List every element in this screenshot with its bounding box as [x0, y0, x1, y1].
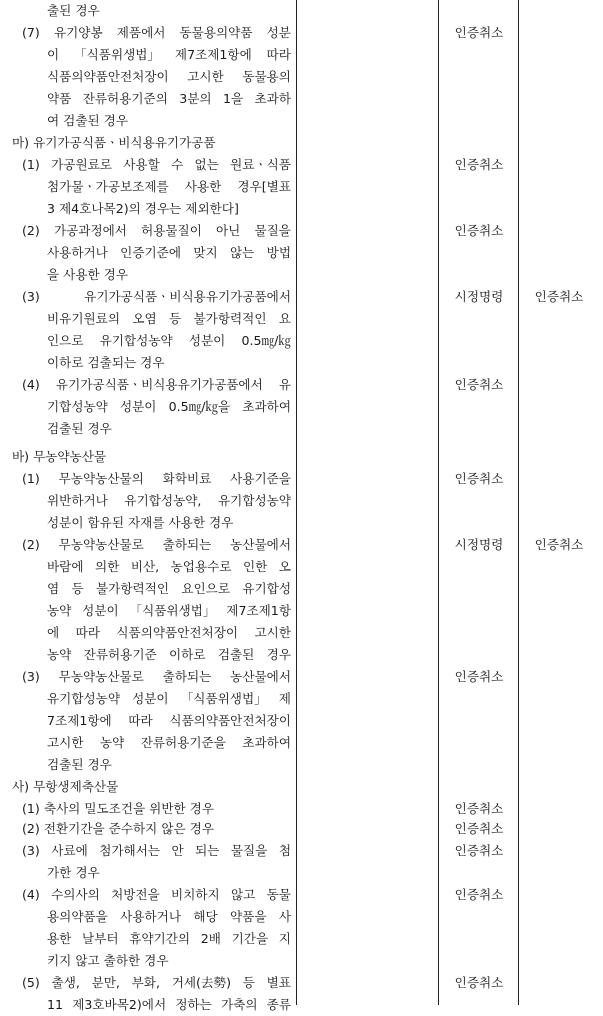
row-text-word: 이하로 [169, 647, 206, 662]
criteria-item-first-line: (2) 전환기간을 준수하지 않은 경우 [22, 821, 215, 836]
row-text-word: 유기가공식품ㆍ비식용유기가공품에서 [84, 289, 291, 304]
row-text-word: 1을 [222, 91, 244, 106]
criteria-item-line [47, 88, 291, 110]
criteria-item-first-line [22, 534, 291, 556]
row-text-word: 사용하거나 [120, 909, 181, 924]
row-text-word: 무농약농산물로 [58, 537, 144, 552]
row-text-word: 농약 [47, 647, 72, 662]
criteria-item-line: 3 제4호나목2)의 경우는 제외한다] [47, 201, 239, 216]
row-text-word: 따라 [266, 47, 291, 62]
row-text-word: 2배 [200, 931, 221, 946]
row-text-word: 농산물에서 [230, 669, 291, 684]
criteria-item-line [47, 490, 291, 512]
criteria-item-line: 성분이 함유된 자재를 사용한 경우 [47, 515, 234, 530]
row-text-word: 0.5㎎/㎏을 [168, 399, 231, 414]
row-text-word: 성분이 [119, 399, 157, 414]
row-text-word: 바람에 [47, 559, 84, 574]
row-text-word: 11 [47, 997, 64, 1012]
row-text-word: 7조제1항에 [47, 713, 112, 728]
row-text-word: 물질을 [230, 843, 268, 858]
row-text-word: 유기가공식품ㆍ비식용유기가공품에서 [55, 377, 263, 392]
criteria-item-line: 키지 않고 출하한 경우 [47, 953, 169, 968]
row-text-word: 원료ㆍ식품 [230, 157, 291, 172]
criteria-item-first-line [22, 884, 291, 906]
row-text-word: 사료에 [51, 843, 88, 858]
row-text-word: 등 [242, 975, 255, 990]
row-text-word: 유기합성농약 [217, 493, 291, 508]
row-text-word: 맞지 [193, 245, 218, 260]
row-text-word: 가축의 [220, 997, 258, 1012]
first-violation-action: 인증취소 [454, 157, 504, 172]
row-text-word: 오 [278, 559, 291, 574]
row-text-word: 비치하지 [171, 887, 220, 902]
criteria-item-line [47, 66, 291, 88]
row-text-word: 기합성농약 [47, 399, 108, 414]
row-text-word: 「식품위생법」 [180, 691, 267, 706]
row-text-word: 따라 [75, 625, 100, 640]
first-violation-action: 인증취소 [454, 25, 504, 40]
row-text-word: 첨가물ㆍ가공보조제를 [47, 179, 169, 194]
row-text-word: 아닌 [216, 223, 241, 238]
criteria-item-line [47, 928, 291, 950]
row-text-word: 비유기원료의 [47, 311, 120, 326]
row-text-word: 불가항력적인 [193, 311, 267, 326]
row-text-word: 유기양봉 [53, 25, 103, 40]
criteria-item-first-line [22, 468, 291, 490]
row-text-word: 동물 [266, 887, 291, 902]
row-text-word: 유기합성 [242, 581, 291, 596]
row-text-word: 용한 [47, 931, 72, 946]
row-text-word: 경우 [266, 647, 291, 662]
row-text-word: 의한 [94, 559, 120, 574]
section-heading: 마) 유기가공식품ㆍ비식용유기가공품 [12, 135, 216, 150]
row-text-word: 제7조제1항 [226, 603, 291, 618]
row-text-word: 약품 [47, 91, 72, 106]
criteria-item-first-line: (1) 축사의 밀도조건을 위반한 경우 [22, 801, 215, 816]
second-violation-action: 인증취소 [534, 289, 584, 304]
first-violation-action: 인증취소 [454, 223, 504, 238]
row-text-word: 오염 [132, 311, 157, 326]
row-text-word: 농업용수로 [170, 559, 232, 574]
row-text-word: 요 [278, 311, 291, 326]
criteria-item-line: 여 검출된 경우 [47, 113, 128, 128]
section-heading: 바) 무농약농산물 [12, 449, 107, 464]
criteria-item-first-line [22, 374, 291, 396]
row-text-word: 염 [47, 581, 60, 596]
row-text-word: 식품의약품안전처장이 [47, 69, 169, 84]
row-text-word: 등 [71, 581, 84, 596]
first-violation-action: 시정명령 [454, 289, 504, 304]
row-text-word: 요인으로 [181, 581, 230, 596]
row-text-word: 기간을 [231, 931, 269, 946]
criteria-item-first-line [22, 286, 291, 308]
criteria-item-line [47, 556, 291, 578]
first-violation-action: 인증취소 [454, 843, 504, 858]
first-violation-action: 인증취소 [454, 669, 504, 684]
row-text-word: 첨가해서는 [99, 843, 161, 858]
row-text-word: 유 [278, 377, 291, 392]
row-text-word: (4) [22, 887, 40, 902]
row-text-word: 가공원료로 [51, 157, 112, 172]
criteria-item-line [47, 710, 291, 732]
row-text-word: 식품의약품안전처장이 [116, 625, 239, 640]
criteria-item-line [47, 732, 291, 754]
row-text-word: 허용물질이 [141, 223, 202, 238]
criteria-item-line: 가한 경우 [47, 865, 100, 880]
row-text-word: 초과하여 [242, 735, 291, 750]
row-text-word: 방법 [266, 245, 291, 260]
first-violation-action: 인증취소 [454, 821, 504, 836]
row-text-word: 에 [47, 625, 60, 640]
row-text-word: (1) [22, 471, 40, 486]
criteria-item-line [47, 906, 291, 928]
row-text-word: 잔류허용기준 [83, 647, 157, 662]
criteria-item-line [47, 644, 291, 666]
criteria-item-line [47, 994, 291, 1016]
row-text-word: 위반하거나 [47, 493, 108, 508]
first-violation-action: 인증취소 [454, 887, 504, 902]
row-text-word: 거세(去勢) [171, 975, 232, 990]
criteria-item-line [47, 242, 291, 264]
row-text-word: 경우[별표 [237, 179, 291, 194]
second-violation-action: 인증취소 [534, 537, 584, 552]
criteria-item-line [47, 578, 291, 600]
row-text-word: 성분이 [132, 691, 169, 706]
row-text-word: (7) [22, 25, 40, 40]
row-text-word: 농약 [99, 735, 125, 750]
row-text-word: 잔류허용기준을 [140, 735, 226, 750]
row-text-word: 검출된 [217, 647, 255, 662]
row-text-word: (4) [22, 377, 40, 392]
row-text-word: 「식품위생법」 [129, 603, 216, 618]
first-violation-action: 인증취소 [454, 801, 504, 816]
criteria-item-line: 이하로 검출되는 경우 [47, 355, 165, 370]
criteria-item-first-line [22, 840, 291, 862]
row-text-word: 정하는 [175, 997, 212, 1012]
first-violation-action: 인증취소 [454, 377, 504, 392]
first-violation-action: 인증취소 [454, 471, 504, 486]
row-text-word: 수 [171, 157, 184, 172]
criteria-item-line [47, 622, 291, 644]
row-text-word: 비산, [130, 559, 160, 574]
row-text-word: (3) [22, 669, 40, 684]
criteria-item-first-line [22, 666, 291, 688]
row-text-word: 성분이 [82, 603, 119, 618]
row-text-word: 인으로 [47, 333, 84, 348]
row-text-word: 등 [169, 311, 182, 326]
row-text-word: 농산물에서 [230, 537, 291, 552]
row-text-word: 유기합성농약, [124, 493, 202, 508]
row-text-word: 가공과정에서 [53, 223, 127, 238]
row-text-word: 성분이 [188, 333, 226, 348]
row-text-word: 출하되는 [162, 537, 212, 552]
row-text-word: 제품에서 [116, 25, 166, 40]
row-text-word: 사 [278, 909, 291, 924]
row-text-word: 제 [278, 691, 291, 706]
row-text-word: 「식품위생법」 [74, 47, 161, 62]
row-text-word: 해당 [193, 909, 218, 924]
row-text-word: 종류 [266, 997, 291, 1012]
row-text-word: 물질을 [254, 223, 291, 238]
row-text-word: 제7조제1항에 [174, 47, 252, 62]
row-text-word: 유기합성농약 [99, 333, 173, 348]
row-text-word: (2) [22, 223, 40, 238]
row-text-word: 별표 [266, 975, 291, 990]
row-text-word: 불가항력적인 [96, 581, 169, 596]
row-text-word: 따라 [128, 713, 153, 728]
row-text-word: (1) [22, 157, 40, 172]
criteria-item-line [47, 396, 291, 418]
row-text-word: (3) [22, 843, 40, 858]
criteria-item-line [47, 688, 291, 710]
row-text-word: (3) [22, 289, 40, 304]
row-text-word: 무농약농산물로 [58, 669, 144, 684]
row-text-word: 되는 [195, 843, 220, 858]
row-text-word: (2) [22, 537, 40, 552]
criteria-item-line [47, 176, 291, 198]
row-text-word: 지 [278, 931, 291, 946]
row-text-word: 사용한 [184, 179, 222, 194]
row-text-word: 식품의약품안전처장이 [169, 713, 291, 728]
row-text-word: 고시한 [187, 69, 224, 84]
row-text-word: 출생, [51, 975, 80, 990]
row-text-word: 화학비료 [162, 471, 212, 486]
row-text-word: 첨 [278, 843, 291, 858]
row-text-word: 0.5㎎/㎏ [241, 333, 291, 348]
criteria-item-first-line [22, 154, 291, 176]
row-text-word: 약품을 [229, 909, 267, 924]
row-text-word: 사용할 [123, 157, 160, 172]
criteria-item-line: 검출된 경우 [47, 421, 112, 436]
criteria-item-line: 출된 경우 [47, 3, 100, 18]
criteria-item-first-line [22, 220, 291, 242]
row-text-word: 수의사의 [51, 887, 100, 902]
row-text-word: 무농약농산물의 [58, 471, 144, 486]
row-text-word: 출하되는 [162, 669, 212, 684]
row-text-word: 용의약품을 [47, 909, 108, 924]
row-text-word: 없는 [194, 157, 219, 172]
row-text-word: 인한 [242, 559, 268, 574]
row-text-word: 초과하 [254, 91, 291, 106]
criteria-item-line: 을 사용한 경우 [47, 267, 128, 282]
row-text-word: 동물용의 [242, 69, 291, 84]
criteria-item-line: 검출된 경우 [47, 757, 112, 772]
row-text-word: 성분 [266, 25, 291, 40]
row-text-word: 않고 [230, 887, 256, 902]
row-text-word: 않는 [229, 245, 255, 260]
row-text-word: 이 [47, 47, 60, 62]
row-text-word: 농약 [47, 603, 72, 618]
table-column-divider-1 [296, 0, 297, 1005]
row-text-word: 안 [171, 843, 184, 858]
criteria-item-line [47, 308, 291, 330]
row-text-word: 인증기준에 [120, 245, 181, 260]
first-violation-action: 인증취소 [454, 975, 504, 990]
row-text-word: 사용하거나 [47, 245, 108, 260]
row-text-word: 분만, [91, 975, 120, 990]
row-text-word: 초과하여 [242, 399, 291, 414]
row-text-word: 날부터 [82, 931, 119, 946]
first-violation-action: 시정명령 [454, 537, 504, 552]
row-text-word: 잔류허용기준의 [82, 91, 168, 106]
row-text-word: 동물용의약품 [179, 25, 253, 40]
row-text-word: 사용기준을 [230, 471, 291, 486]
criteria-item-line [47, 330, 291, 352]
criteria-item-line [47, 44, 291, 66]
row-text-word: (5) [22, 975, 40, 990]
criteria-item-line [47, 600, 291, 622]
row-text-word: 유기합성농약 [47, 691, 120, 706]
row-text-word: 고시한 [47, 735, 84, 750]
row-text-word: 처방전을 [111, 887, 160, 902]
row-text-word: 고시한 [254, 625, 291, 640]
row-text-word: 제3호바목2)에서 [72, 997, 167, 1012]
criteria-item-first-line [22, 22, 291, 44]
row-text-word: 3분의 [179, 91, 212, 106]
section-heading: 사) 무항생제축산물 [12, 779, 119, 794]
row-text-word: 휴약기간의 [129, 931, 191, 946]
row-text-word: 부화, [131, 975, 160, 990]
criteria-item-first-line [22, 972, 291, 994]
